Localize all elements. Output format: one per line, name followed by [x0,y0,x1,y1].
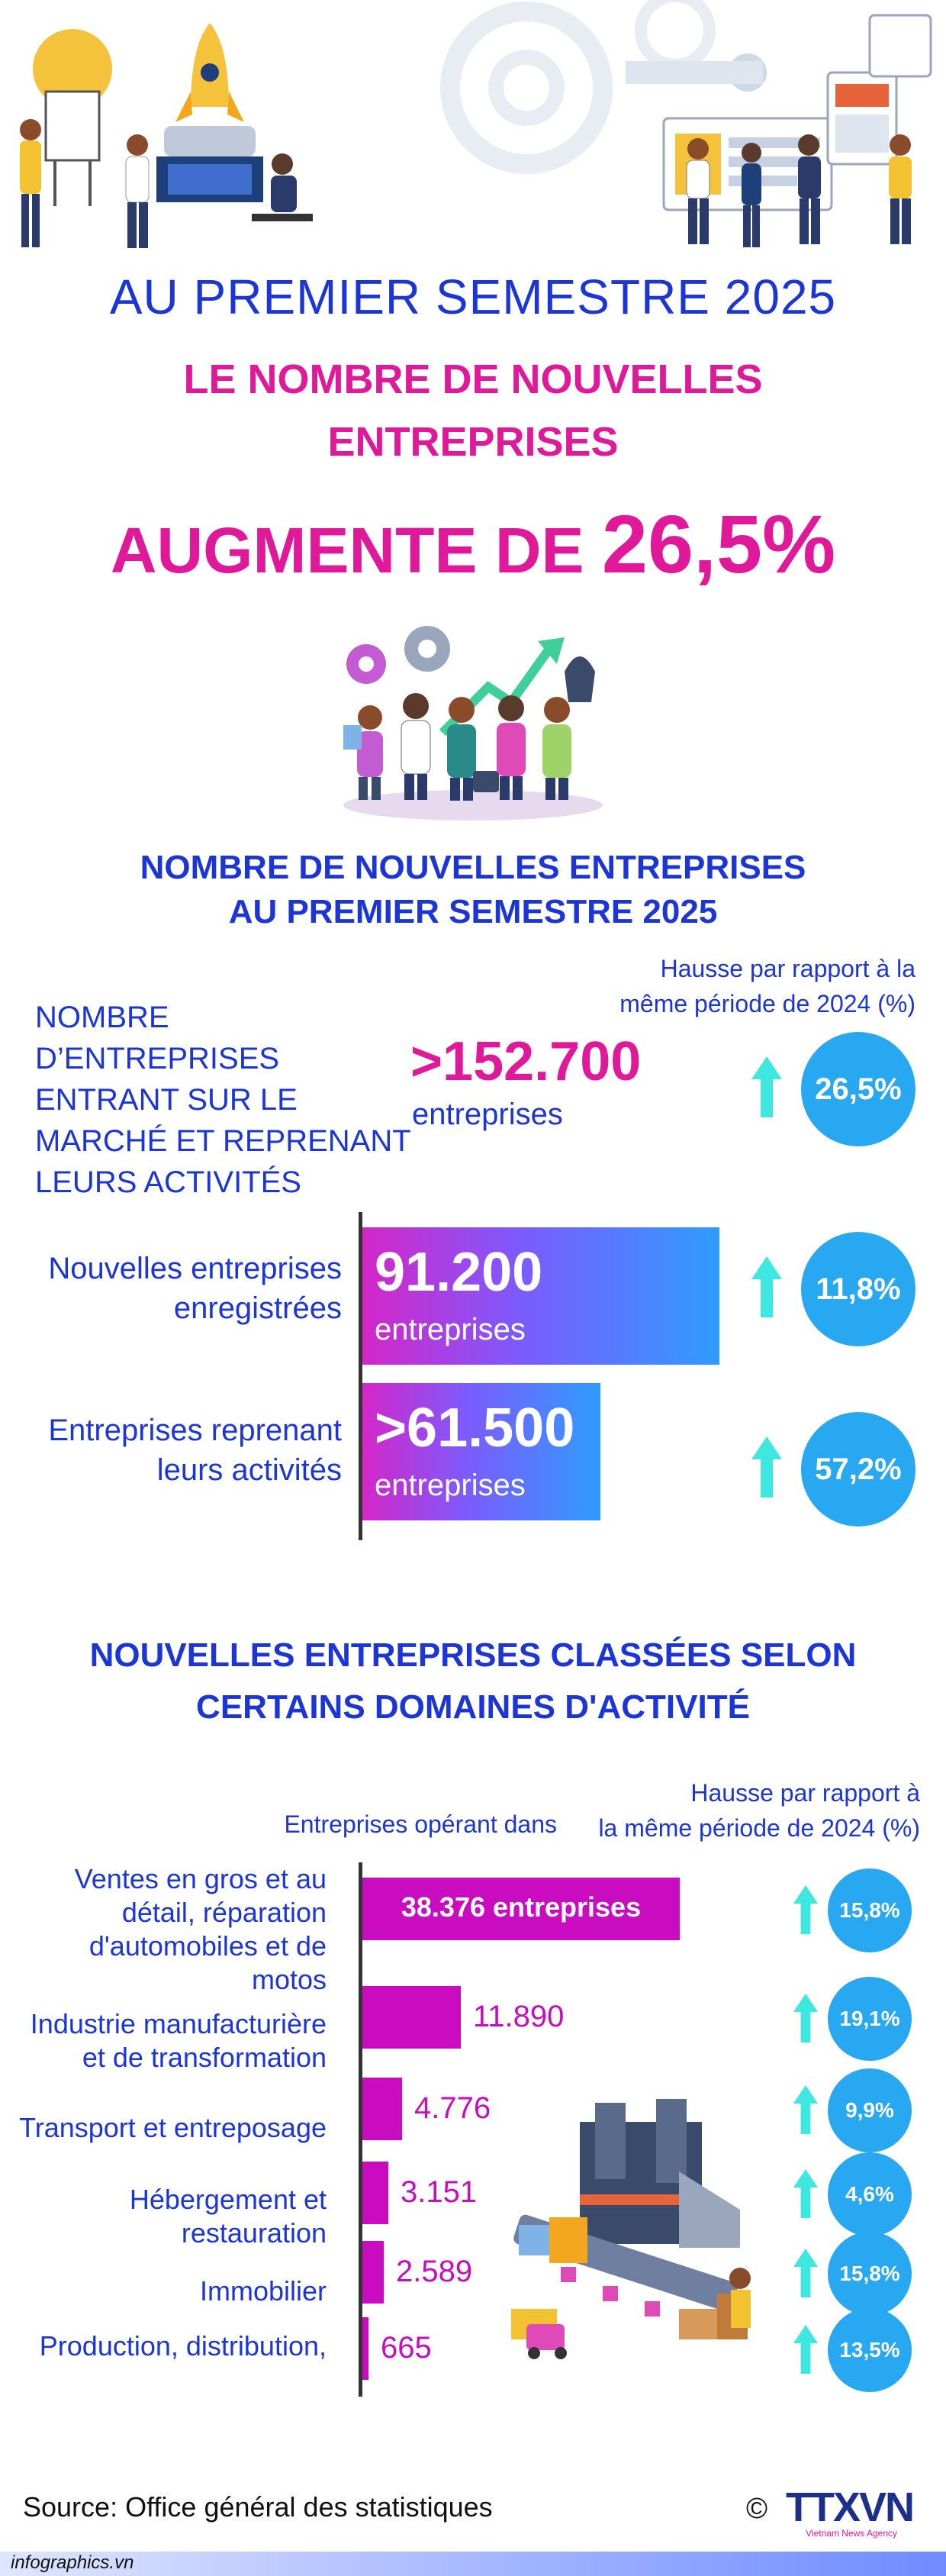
row1-label-line3: MARCHÉ ET REPRENANT [35,1124,411,1158]
row1-unit: entreprises [412,1098,563,1131]
up-arrow-icon [751,1056,782,1117]
up-arrow-icon [793,2085,818,2134]
sector-category-line: Production, distribution, [39,2330,327,2362]
sector-bar [362,2162,388,2224]
sector-bar-value: 3.151 [401,2175,478,2209]
up-arrow-icon [793,2249,818,2297]
header-period: AU PREMIER SEMESTRE 2025 [109,269,837,324]
row2-growth-badge: 11,8% [801,1232,915,1346]
row2-unit: entreprises [375,1313,526,1346]
sector-category-label [0,1862,327,1997]
sector-category-line: Ventes en gros et au [74,1863,327,1894]
up-arrow-icon [793,1885,818,1934]
sector-category-label [0,2183,327,2250]
row3-growth-badge: 57,2% [801,1412,915,1527]
up-arrow-icon [793,2169,818,2218]
header-illustration [0,0,946,256]
sector-growth-badge: 4,6% [828,2152,912,2236]
section1-hausse-line2: même période de 2024 (%) [619,990,915,1017]
row2-bar [362,1227,719,1365]
sector-growth-badge: 9,9% [828,2068,912,2152]
agency-logo-text: TTXVN [786,2484,914,2530]
up-arrow-icon [751,1436,782,1498]
up-arrow-icon [751,1256,782,1317]
sector-bar-value: 38.376 entreprises [401,1891,642,1923]
sector-growth-badge: 15,8% [828,1868,912,1952]
sector-bar-value: 665 [381,2331,432,2365]
row3-label-line1: Entreprises reprenant [48,1414,342,1447]
ttxvn-logo [786,2484,923,2542]
section2-hausse-caption [580,1775,920,1846]
section2-title-line2: CERTAINS DOMAINES D'ACTIVITÉ [196,1688,750,1726]
sector-category-line: Transport et entreposage [19,2112,327,2143]
row3-value: >61.500 [375,1398,575,1459]
row1-label-line4: LEURS ACTIVITÉS [35,1165,301,1199]
team-illustration [336,618,610,821]
source-note: Source: Office général des statistiques [23,2491,493,2523]
sector-category-line: Hébergement et [129,2184,327,2215]
sector-growth-badge: 19,1% [828,1977,912,2061]
section1-title-line2: AU PREMIER SEMESTRE 2025 [228,893,718,930]
row3-bar [362,1383,600,1520]
sector-category-line: et de transformation [82,2042,327,2073]
row2-value: 91.200 [375,1242,543,1303]
footer-band [0,2552,946,2576]
row1-label-line2: ENTRANT SUR LE [35,1083,298,1117]
sector-bar [362,2241,384,2304]
sector-category-line: détail, réparation [121,1897,327,1928]
sector-category-line: d'automobiles et de [88,1930,327,1962]
header-subtitle-line1: LE NOMBRE DE NOUVELLES [183,356,763,402]
row1-label [35,997,417,1203]
sector-category-label [0,2111,327,2145]
headline-percent: 26,5% [601,498,836,590]
section2-hausse-line1: Hausse par rapport à [690,1779,920,1807]
sector-bar [362,1986,461,2049]
sector-growth-badge: 13,5% [828,2308,912,2392]
section1-title-line1: NOMBRE DE NOUVELLES ENTREPRISES [140,849,806,886]
row2-label [0,1249,342,1328]
up-arrow-icon [793,1994,818,2042]
sector-category-label [0,2007,327,2075]
row3-unit: entreprises [375,1469,526,1502]
section1-hausse-line1: Hausse par rapport à la [660,955,915,982]
agency-subtitle: Vietnam News Agency [806,2528,897,2539]
sector-category-line: Immobilier [199,2275,327,2307]
up-arrow-icon [793,2325,818,2374]
sector-bar-chart [0,1862,946,2427]
row2-label-line1: Nouvelles entreprises [48,1252,342,1285]
section1-hausse-caption [580,951,915,1021]
sector-bar-value: 11.890 [473,2000,565,2033]
headline-prefix: AUGMENTE DE [110,514,584,586]
sector-category-line: restauration [181,2217,327,2249]
row3-label-line2: leurs activités [156,1453,342,1487]
row1-value: >152.700 [410,1031,642,1092]
section2-column-label: Entreprises opérant dans [284,1810,557,1838]
site-link[interactable]: infographics.vn [11,2552,134,2573]
header-subtitle-line2: ENTREPRISES [327,419,619,465]
sector-bar [362,2078,402,2140]
section2-title-line1: NOUVELLES ENTREPRISES CLASSÉES SELON [89,1636,857,1674]
row1-label-line1: NOMBRE D’ENTREPRISES [35,1001,280,1075]
sector-category-line: motos [251,1964,327,1995]
sector-bar [362,2317,368,2380]
sector-growth-badge: 15,8% [828,2232,912,2316]
section2-hausse-line2: la même période de 2024 (%) [598,1814,920,1842]
header-headline [0,496,946,592]
sector-bar-value: 2.589 [396,2255,473,2288]
sector-category-label [0,2275,327,2308]
row2-label-line2: enregistrées [173,1291,342,1325]
sector-category-label [0,2329,327,2363]
row1-growth-badge: 26,5% [801,1032,915,1146]
sector-category-line: Industrie manufacturière [30,2008,327,2039]
row3-label [0,1411,342,1490]
sector-bar-value: 4.776 [414,2091,491,2125]
copyright-symbol: © [746,2493,767,2525]
